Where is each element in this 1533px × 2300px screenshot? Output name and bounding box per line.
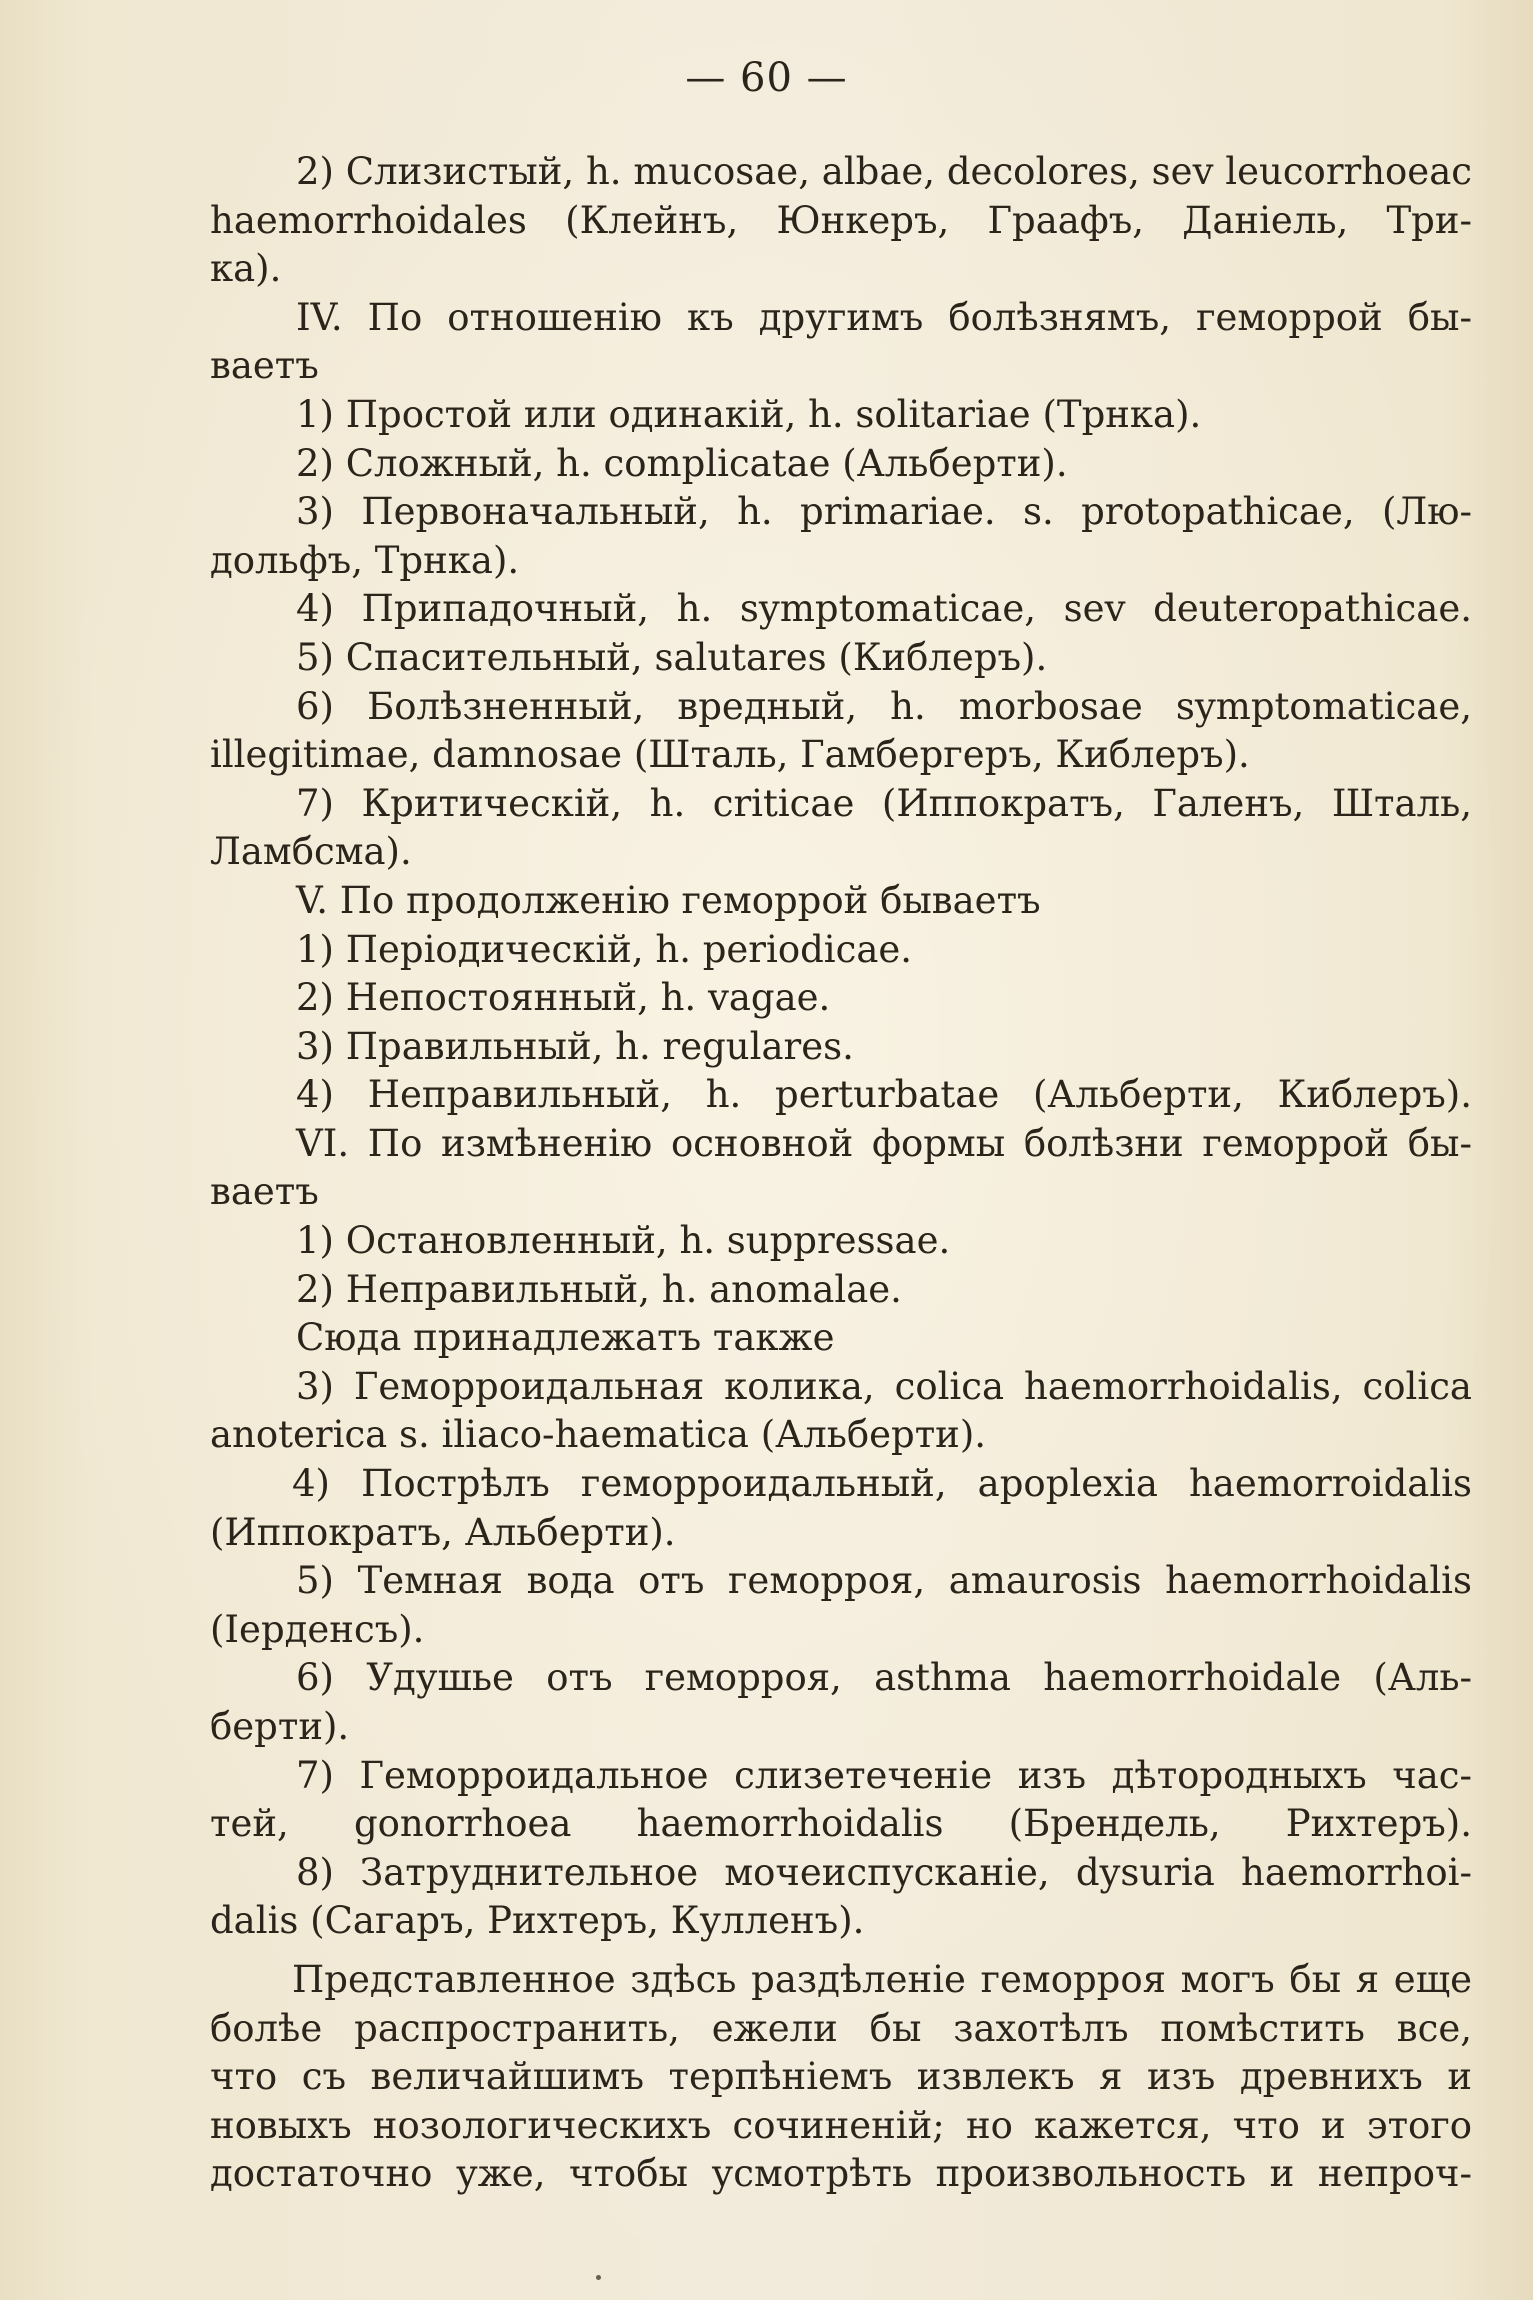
list-item: 4) Пострѣлъ геморроидальный, apoplexia haemorroidalis — [292, 1462, 1472, 1506]
list-item: 7) Геморроидальное слизетеченіе изъ дѣтородныхъ час- — [296, 1753, 1472, 1797]
paragraph-line: новыхъ нозологическихъ сочиненій; но кажется, что и этого — [210, 2103, 1472, 2147]
text-line: (Иппократъ, Альберти). — [210, 1510, 676, 1554]
section-heading-v: V. По продолженію геморрой бываетъ — [296, 878, 1041, 922]
paragraph-line: что съ величайшимъ терпѣніемъ извлекъ я изъ древнихъ и — [210, 2055, 1472, 2099]
list-item: 2) Сложный, h. complicatae (Альберти). — [296, 441, 1068, 485]
list-item: 3) Первоначальный, h. primariae. s. protopathicae, (Лю- — [296, 490, 1472, 534]
text-line: дольфъ, Трнка). — [210, 538, 520, 582]
page-number: — 60 — — [685, 55, 848, 101]
list-item: 3) Геморроидальная колика, colica haemorrhoidalis, colica — [296, 1364, 1472, 1408]
text-line: тей, gonorrhoea haemorrhoidalis (Брендель, Рихтеръ). — [210, 1802, 1472, 1846]
text-line: Ламбсма). — [210, 830, 412, 874]
paragraph-line: достаточно уже, чтобы усмотрѣть произвольность и непроч- — [210, 2152, 1472, 2196]
list-item: 1) Періодическій, h. periodicae. — [296, 927, 913, 971]
list-item: 7) Критическій, h. criticae (Иппократъ, Галенъ, Шталь, — [296, 781, 1472, 825]
list-item: 2) Непостоянный, h. vagae. — [296, 976, 831, 1020]
text-line: Сюда принадлежатъ также — [296, 1316, 835, 1360]
list-item: 3) Правильный, h. regulares. — [296, 1024, 854, 1068]
text-line: dalis (Сагаръ, Рихтеръ, Кулленъ). — [210, 1899, 865, 1943]
list-item: 5) Спасительный, salutares (Киблеръ). — [296, 635, 1048, 679]
list-item: 6) Болѣзненный, вредный, h. morbosae symptomaticae, — [296, 684, 1472, 728]
page-body — [210, 148, 1472, 2199]
list-item: 1) Простой или одинакій, h. solitariae (Трнка). — [296, 392, 1202, 436]
text-line: ваетъ — [210, 1170, 319, 1214]
list-item: 4) Припадочный, h. symptomaticae, sev deuteropathicae. — [296, 587, 1472, 631]
list-item: 4) Неправильный, h. perturbatae (Альберти, Киблеръ). — [296, 1073, 1472, 1117]
text-line: (Іерденсъ). — [210, 1607, 425, 1651]
list-item: 5) Темная вода отъ геморроя, amaurosis haemorrhoidalis — [296, 1559, 1472, 1603]
text-line: ка). — [210, 247, 282, 291]
list-item: 6) Удушье отъ геморроя, asthma haemorrhoidale (Аль- — [296, 1656, 1472, 1700]
text-line: anoterica s. iliaco-haematica (Альберти). — [210, 1413, 987, 1457]
list-item: 8) Затруднительное мочеиспусканіе, dysuria haemorrhoi- — [296, 1850, 1472, 1894]
list-item: 1) Остановленный, h. suppressae. — [296, 1219, 951, 1263]
list-item: 2) Неправильный, h. anomalae. — [296, 1267, 902, 1311]
text-line: 2) Слизистый, h. mucosae, albae, decolores, sev leucorrhoeac — [296, 150, 1472, 193]
text-line: haemorrhoidales (Клейнъ, Юнкеръ, Граафъ, Даніель, Три- — [210, 198, 1472, 242]
section-heading-iv: IV. По отношенію къ другимъ болѣзнямъ, геморрой бы- — [296, 295, 1472, 339]
text-line: illegitimae, damnosae (Шталь, Гамбергеръ, Киблеръ). — [210, 733, 1250, 777]
paragraph-line: Представленное здѣсь раздѣленіе геморроя могъ бы я еще — [292, 1957, 1472, 2001]
ink-speck — [596, 2275, 601, 2280]
section-heading-vi: VI. По измѣненію основной формы болѣзни геморрой бы- — [296, 1121, 1472, 1165]
text-line: берти). — [210, 1705, 350, 1748]
text-line: ваетъ — [210, 344, 319, 388]
paragraph-line: болѣе распространить, ежели бы захотѣлъ помѣстить все, — [210, 2006, 1472, 2050]
